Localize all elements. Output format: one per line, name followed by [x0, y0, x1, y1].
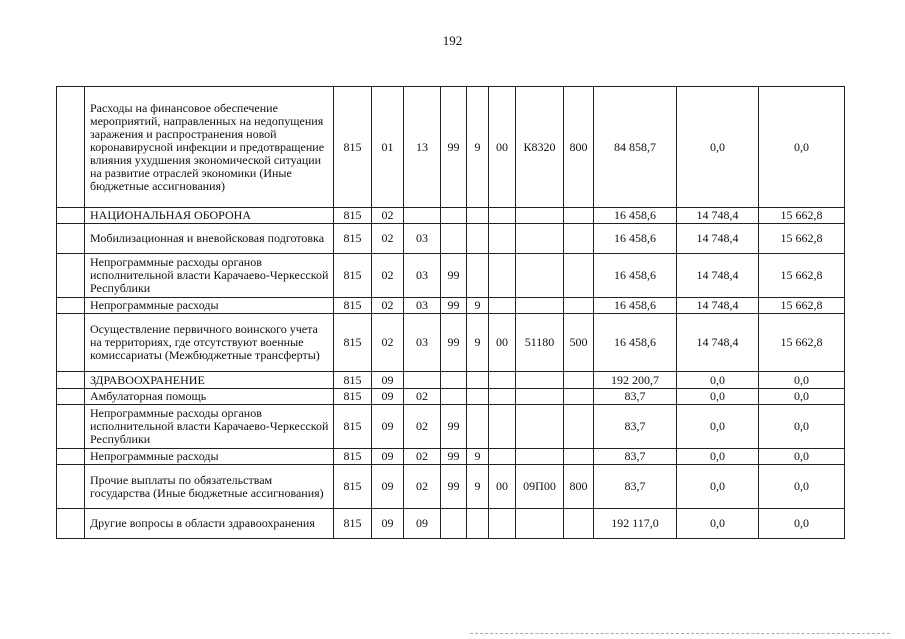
- cell-y1: 16 458,6: [594, 208, 677, 224]
- cell-gr: 815: [334, 509, 372, 539]
- cell-y1: 16 458,6: [594, 254, 677, 298]
- cell-d: [516, 372, 564, 389]
- cell-y2: 14 748,4: [677, 298, 759, 314]
- cell-rz: 09: [372, 449, 404, 465]
- row-index-cell: [57, 314, 85, 372]
- cell-b: [467, 224, 489, 254]
- cell-y2: 14 748,4: [677, 224, 759, 254]
- cell-c: 00: [489, 314, 516, 372]
- table-row: [57, 465, 845, 509]
- cell-gr: 815: [334, 405, 372, 449]
- row-index-cell: [57, 465, 85, 509]
- cell-rz: 09: [372, 509, 404, 539]
- table-row: [57, 87, 845, 208]
- cell-c: [489, 224, 516, 254]
- cell-b: 9: [467, 314, 489, 372]
- cell-vr: 500: [564, 314, 594, 372]
- row-name: Мобилизационная и вневойсковая подготовка: [85, 224, 334, 254]
- cell-y2: 14 748,4: [677, 208, 759, 224]
- cell-rz: 09: [372, 465, 404, 509]
- row-index-cell: [57, 254, 85, 298]
- cell-gr: 815: [334, 87, 372, 208]
- cell-y3: 0,0: [759, 372, 845, 389]
- cell-y2: 14 748,4: [677, 254, 759, 298]
- cell-a: [441, 372, 467, 389]
- cell-c: [489, 449, 516, 465]
- cell-b: 9: [467, 87, 489, 208]
- page-edge-divider: [470, 633, 890, 634]
- cell-vr: [564, 254, 594, 298]
- cell-gr: 815: [334, 389, 372, 405]
- cell-d: [516, 389, 564, 405]
- cell-rz: 02: [372, 208, 404, 224]
- table-row: [57, 372, 845, 389]
- cell-b: [467, 509, 489, 539]
- cell-a: [441, 208, 467, 224]
- row-name: Непрограммные расходы органов исполнительной власти Карачаево-Черкесской Республики: [85, 405, 334, 449]
- table-row: [57, 298, 845, 314]
- cell-rz: 02: [372, 314, 404, 372]
- cell-b: 9: [467, 465, 489, 509]
- table-row: [57, 314, 845, 372]
- cell-d: [516, 449, 564, 465]
- row-name: Амбулаторная помощь: [85, 389, 334, 405]
- cell-vr: [564, 372, 594, 389]
- cell-pr: [404, 208, 441, 224]
- cell-y1: 84 858,7: [594, 87, 677, 208]
- cell-a: 99: [441, 449, 467, 465]
- cell-a: 99: [441, 465, 467, 509]
- cell-a: 99: [441, 87, 467, 208]
- cell-d: [516, 224, 564, 254]
- cell-a: 99: [441, 254, 467, 298]
- cell-y3: 0,0: [759, 389, 845, 405]
- cell-pr: 09: [404, 509, 441, 539]
- cell-vr: [564, 208, 594, 224]
- cell-d: [516, 298, 564, 314]
- cell-d: [516, 509, 564, 539]
- cell-gr: 815: [334, 465, 372, 509]
- cell-y1: 83,7: [594, 449, 677, 465]
- row-name: Непрограммные расходы: [85, 449, 334, 465]
- cell-pr: 02: [404, 389, 441, 405]
- cell-y3: 15 662,8: [759, 208, 845, 224]
- cell-y1: 192 200,7: [594, 372, 677, 389]
- row-index-cell: [57, 372, 85, 389]
- cell-y3: 0,0: [759, 465, 845, 509]
- cell-y3: 0,0: [759, 405, 845, 449]
- cell-b: [467, 254, 489, 298]
- table-row: [57, 208, 845, 224]
- cell-pr: 03: [404, 224, 441, 254]
- cell-vr: [564, 405, 594, 449]
- row-index-cell: [57, 449, 85, 465]
- row-name: Непрограммные расходы: [85, 298, 334, 314]
- table-body: [57, 87, 845, 539]
- cell-vr: 800: [564, 465, 594, 509]
- cell-c: 00: [489, 87, 516, 208]
- row-name: Осуществление первичного воинского учета на территориях, где отсутствуют военные комиссариаты (Межбюджетные трансферты): [85, 314, 334, 372]
- cell-y3: 0,0: [759, 509, 845, 539]
- cell-vr: 800: [564, 87, 594, 208]
- table-row: [57, 224, 845, 254]
- budget-table: [56, 86, 845, 539]
- cell-b: [467, 372, 489, 389]
- cell-b: [467, 208, 489, 224]
- cell-y1: 16 458,6: [594, 314, 677, 372]
- cell-y2: 0,0: [677, 465, 759, 509]
- cell-c: [489, 405, 516, 449]
- cell-gr: 815: [334, 314, 372, 372]
- cell-y2: 0,0: [677, 389, 759, 405]
- row-index-cell: [57, 405, 85, 449]
- cell-b: 9: [467, 449, 489, 465]
- row-name: ЗДРАВООХРАНЕНИЕ: [85, 372, 334, 389]
- row-index-cell: [57, 509, 85, 539]
- cell-gr: 815: [334, 298, 372, 314]
- cell-y3: 15 662,8: [759, 224, 845, 254]
- row-index-cell: [57, 208, 85, 224]
- cell-c: [489, 389, 516, 405]
- cell-a: 99: [441, 298, 467, 314]
- cell-y3: 15 662,8: [759, 298, 845, 314]
- cell-y1: 16 458,6: [594, 224, 677, 254]
- row-name: Непрограммные расходы органов исполнительной власти Карачаево-Черкесской Республики: [85, 254, 334, 298]
- cell-y2: 0,0: [677, 509, 759, 539]
- cell-y2: 0,0: [677, 372, 759, 389]
- row-name: НАЦИОНАЛЬНАЯ ОБОРОНА: [85, 208, 334, 224]
- cell-d: [516, 208, 564, 224]
- row-name: Расходы на финансовое обеспечение мероприятий, направленных на недопущения заражения и распространения новой коронавирусной инфекции и предотвращение влияния ухудшения экономической ситуации на развитие отраслей экономики (Иные бюджетные ассигнования): [85, 87, 334, 208]
- cell-y2: 14 748,4: [677, 314, 759, 372]
- cell-c: [489, 254, 516, 298]
- cell-gr: 815: [334, 254, 372, 298]
- row-index-cell: [57, 224, 85, 254]
- cell-rz: 09: [372, 389, 404, 405]
- row-index-cell: [57, 87, 85, 208]
- cell-gr: 815: [334, 224, 372, 254]
- table-row: [57, 405, 845, 449]
- cell-y1: 192 117,0: [594, 509, 677, 539]
- row-name: Прочие выплаты по обязательствам государства (Иные бюджетные ассигнования): [85, 465, 334, 509]
- table-row: [57, 509, 845, 539]
- cell-b: [467, 389, 489, 405]
- cell-rz: 01: [372, 87, 404, 208]
- cell-gr: 815: [334, 449, 372, 465]
- cell-pr: 03: [404, 314, 441, 372]
- table-row: [57, 254, 845, 298]
- row-index-cell: [57, 298, 85, 314]
- cell-c: [489, 509, 516, 539]
- cell-c: [489, 298, 516, 314]
- cell-vr: [564, 224, 594, 254]
- cell-y3: 15 662,8: [759, 254, 845, 298]
- cell-a: [441, 389, 467, 405]
- cell-c: [489, 372, 516, 389]
- cell-pr: 03: [404, 254, 441, 298]
- cell-pr: 13: [404, 87, 441, 208]
- cell-gr: 815: [334, 208, 372, 224]
- cell-vr: [564, 449, 594, 465]
- cell-rz: 02: [372, 224, 404, 254]
- cell-vr: [564, 389, 594, 405]
- cell-d: 51180: [516, 314, 564, 372]
- cell-d: [516, 405, 564, 449]
- table-row: [57, 389, 845, 405]
- cell-d: К8320: [516, 87, 564, 208]
- cell-d: [516, 254, 564, 298]
- cell-a: 99: [441, 405, 467, 449]
- cell-y3: 0,0: [759, 87, 845, 208]
- cell-vr: [564, 509, 594, 539]
- cell-y2: 0,0: [677, 449, 759, 465]
- row-index-cell: [57, 389, 85, 405]
- cell-pr: 02: [404, 405, 441, 449]
- cell-y1: 16 458,6: [594, 298, 677, 314]
- cell-y3: 0,0: [759, 449, 845, 465]
- cell-y1: 83,7: [594, 405, 677, 449]
- cell-rz: 02: [372, 298, 404, 314]
- cell-a: [441, 224, 467, 254]
- cell-y1: 83,7: [594, 389, 677, 405]
- cell-pr: [404, 372, 441, 389]
- cell-pr: 02: [404, 449, 441, 465]
- cell-y2: 0,0: [677, 405, 759, 449]
- cell-rz: 02: [372, 254, 404, 298]
- cell-b: 9: [467, 298, 489, 314]
- cell-gr: 815: [334, 372, 372, 389]
- table-row: [57, 449, 845, 465]
- cell-d: 09П00: [516, 465, 564, 509]
- cell-pr: 02: [404, 465, 441, 509]
- cell-pr: 03: [404, 298, 441, 314]
- cell-c: 00: [489, 465, 516, 509]
- cell-b: [467, 405, 489, 449]
- cell-vr: [564, 298, 594, 314]
- cell-rz: 09: [372, 372, 404, 389]
- row-name: Другие вопросы в области здравоохранения: [85, 509, 334, 539]
- cell-a: 99: [441, 314, 467, 372]
- page-number: 192: [442, 33, 463, 48]
- cell-c: [489, 208, 516, 224]
- cell-y3: 15 662,8: [759, 314, 845, 372]
- cell-a: [441, 509, 467, 539]
- cell-rz: 09: [372, 405, 404, 449]
- cell-y1: 83,7: [594, 465, 677, 509]
- cell-y2: 0,0: [677, 87, 759, 208]
